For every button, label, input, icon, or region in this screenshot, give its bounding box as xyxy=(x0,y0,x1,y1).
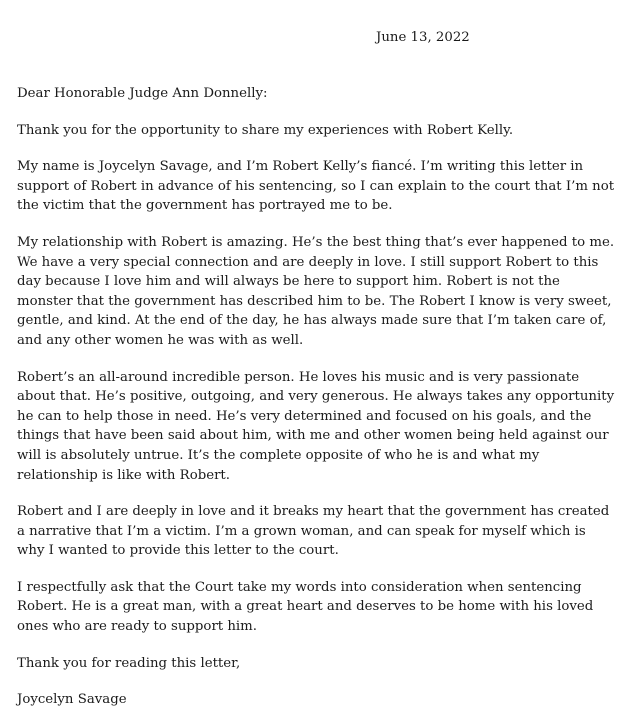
paragraph-relationship: My relationship with Robert is amazing. He’s the best thing that’s ever happened to me. We have a very special connection and are deeply in love. I still support Robert to this day because I love him and will always be here to support him. Robert is not the monster that the government has described him to be. The Robert I know is very sweet, gentle, and kind. At the end of the day, he has always made sure that I’m taken care of, and any other women he was with as well. xyxy=(17,234,615,348)
paragraph-request: I respectfully ask that the Court take my words into consideration when sentencing Robert. He is a great man, with a great heart and deserves to be home with his loved ones who are ready to support him. xyxy=(17,579,594,635)
paragraph-introduction: My name is Joycelyn Savage, and I’m Robert Kelly’s fiancé. I’m writing this letter in support of Robert in advance of his sentencing, so I can explain to the court that I’m not the victim that the government has portrayed me to be. xyxy=(17,159,615,214)
paragraph-thanks: Thank you for the opportunity to share my experiences with Robert Kelly. xyxy=(17,122,514,138)
signature: Joycelyn Savage xyxy=(17,692,127,708)
letter-date: June 13, 2022 xyxy=(376,30,470,45)
closing: Thank you for reading this letter, xyxy=(17,655,241,671)
paragraph-narrative: Robert and I are deeply in love and it breaks my heart that the government has created a narrative that I’m a victim. I’m a grown woman, and can speak for myself which is why I wanted to provide this letter to the court. xyxy=(17,504,610,559)
salutation: Dear Honorable Judge Ann Donnelly: xyxy=(17,86,268,101)
letter-body xyxy=(17,84,617,710)
paragraph-character: Robert’s an all-around incredible person. He loves his music and is very passionate about that. He’s positive, outgoing, and very generous. He always takes any opportunity he can to help those in need. He’s very determined and focused on his goals, and the things that have been said about him, with me and other women being held against our will is absolutely untrue. It’s the complete opposite of who he is and what my relationship is like with Robert. xyxy=(17,369,615,483)
